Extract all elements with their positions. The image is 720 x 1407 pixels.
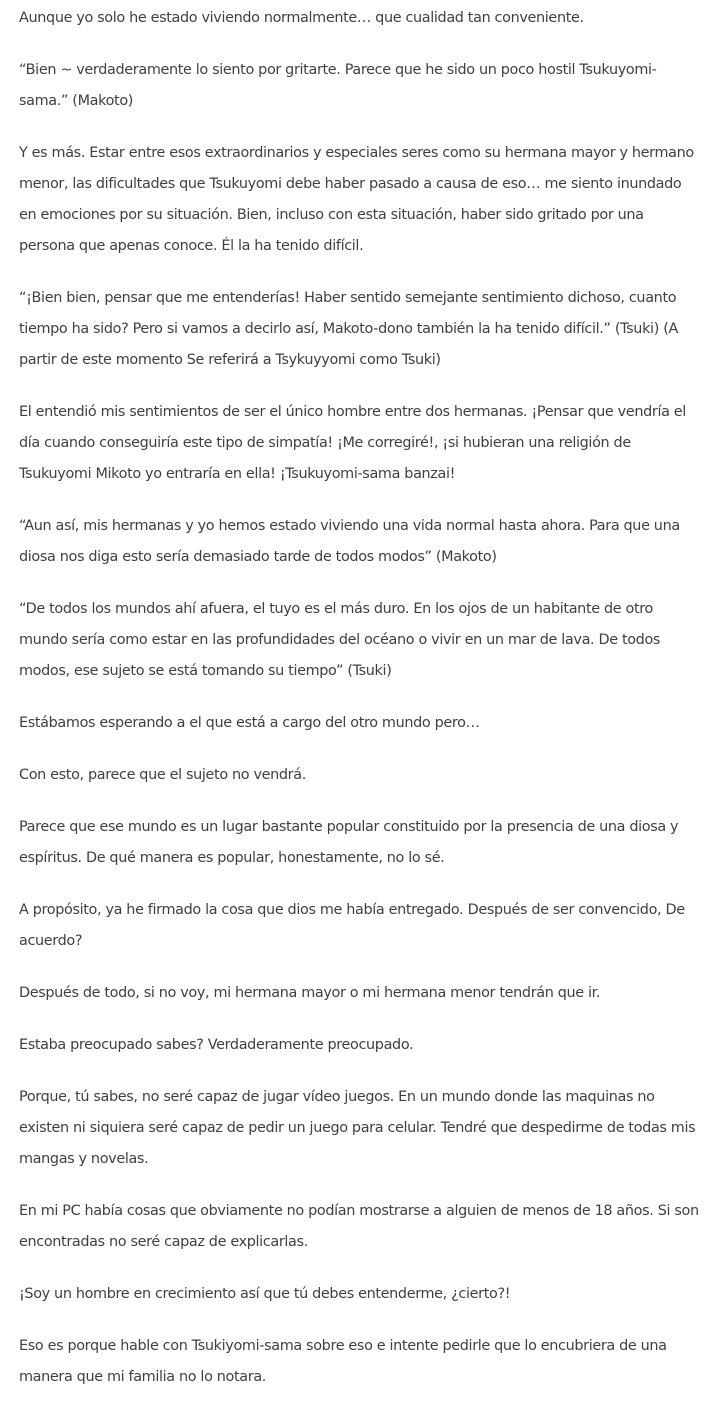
paragraph: Estaba preocupado sabes? Verdaderamente preocupado. [19,1037,414,1053]
paragraph: “Bien ~ verdaderamente lo siento por gritarte. Parece que he sido un poco hostil Tsukuyomi-sama.” (Makoto) [19,62,657,109]
paragraph: ¡Soy un hombre en crecimiento así que tú debes entenderme, ¿cierto?! [19,1286,511,1302]
paragraph: Y es más. Estar entre esos extraordinarios y especiales seres como su hermana mayor y hermano menor, las dificultades que Tsukuyomi debe haber pasado a causa de eso… me siento inundado en emociones por su situación. Bien, incluso con esta situación, haber sido gritado por una persona que apenas conoce. Él la ha tenido difícil. [19,145,694,254]
article-body [0,3,720,1393]
paragraph: Con esto, parece que el sujeto no vendrá. [19,767,306,783]
paragraph: “¡Bien bien, pensar que me entenderías! Haber sentido semejante sentimiento dichoso, cuanto tiempo ha sido? Pero si vamos a decirlo así, Makoto-dono también la ha tenido difícil.” (Tsuki) (A partir de este momento Se referirá a Tsykuyyomi como Tsuki) [19,290,678,368]
paragraph: Después de todo, si no voy, mi hermana mayor o mi hermana menor tendrán que ir. [19,985,601,1001]
paragraph: “Aun así, mis hermanas y yo hemos estado viviendo una vida normal hasta ahora. Para que una diosa nos diga esto sería demasiado tarde de todos modos” (Makoto) [19,518,680,565]
paragraph: Porque, tú sabes, no seré capaz de jugar vídeo juegos. En un mundo donde las maquinas no existen ni siquiera seré capaz de pedir un juego para celular. Tendré que despedirme de todas mis mangas y novelas. [19,1089,696,1167]
paragraph: Aunque yo solo he estado viviendo normalmente… que cualidad tan conveniente. [19,10,584,26]
paragraph: En mi PC había cosas que obviamente no podían mostrarse a alguien de menos de 18 años. Si son encontradas no seré capaz de explicarlas. [19,1203,699,1250]
paragraph: El entendió mis sentimientos de ser el único hombre entre dos hermanas. ¡Pensar que vendría el día cuando conseguiría este tipo de simpatía! ¡Me corregiré!, ¡si hubieran una religión de Tsukuyomi Mikoto yo entraría en ella! ¡Tsukuyomi-sama banzai! [19,404,686,482]
paragraph: Parece que ese mundo es un lugar bastante popular constituido por la presencia de una diosa y espíritus. De qué manera es popular, honestamente, no lo sé. [19,819,679,866]
paragraph: “De todos los mundos ahí afuera, el tuyo es el más duro. En los ojos de un habitante de otro mundo sería como estar en las profundidades del océano o vivir en un mar de lava. De todos modos, ese sujeto se está tomando su tiempo” (Tsuki) [19,601,661,679]
paragraph: Estábamos esperando a el que está a cargo del otro mundo pero… [19,715,480,731]
paragraph: Eso es porque hable con Tsukiyomi-sama sobre eso e intente pedirle que lo encubriera de una manera que mi familia no lo notara. [19,1338,667,1385]
paragraph: A propósito, ya he firmado la cosa que dios me había entregado. Después de ser convencido, De acuerdo? [19,902,685,949]
